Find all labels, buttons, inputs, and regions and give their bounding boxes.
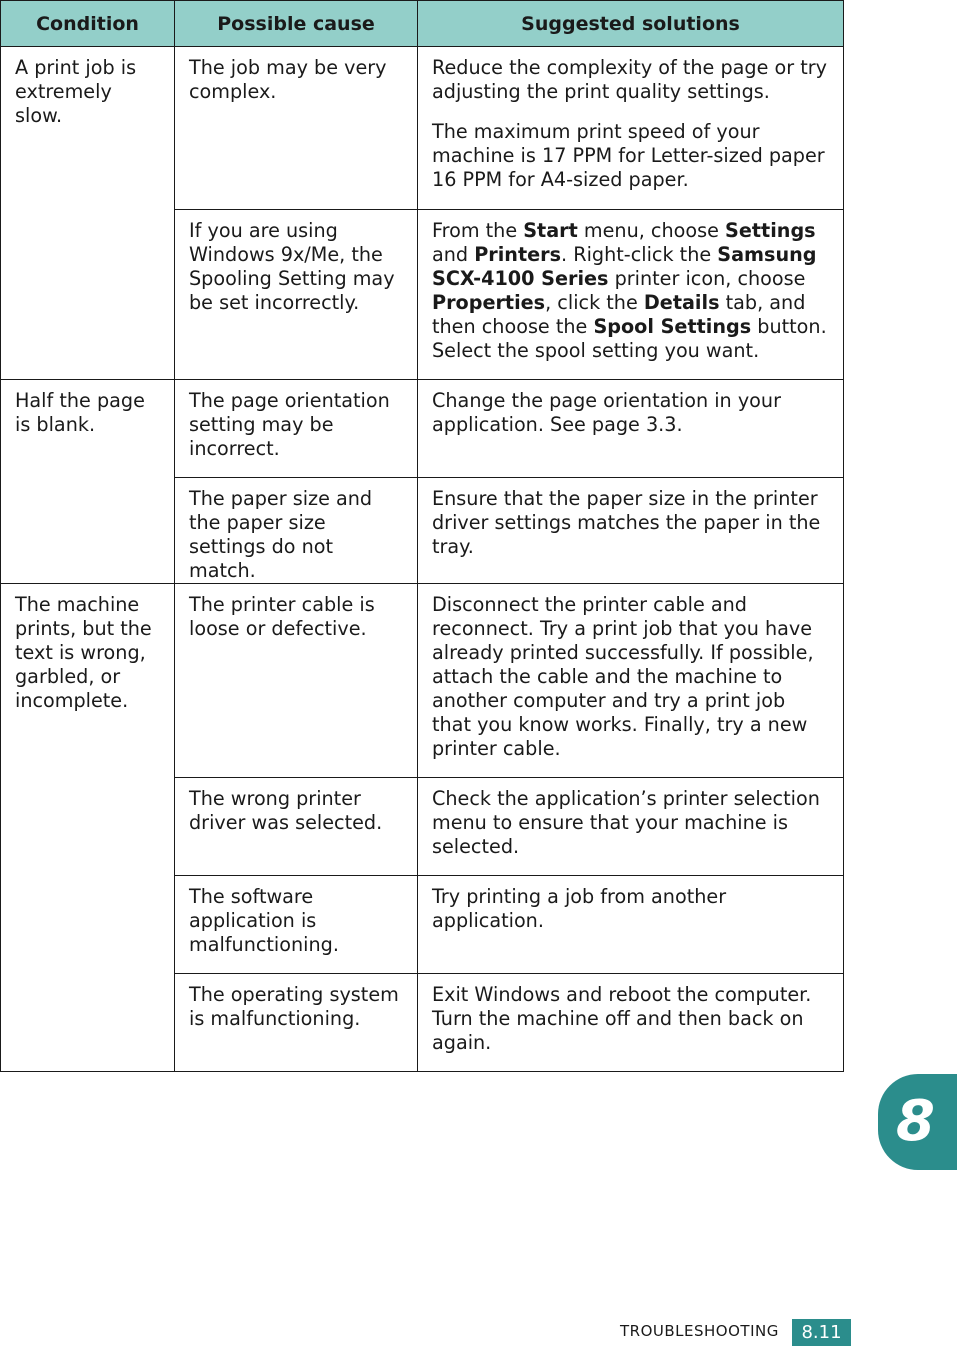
button-spool-settings: Spool Settings: [593, 315, 752, 338]
solution-paragraph: Reduce the complexity of the page or try adjusting the print quality settings.: [432, 56, 827, 103]
chapter-tab: 8: [878, 1074, 957, 1170]
solution-cell: Ensure that the paper size in the printer driver settings matches the paper in the tray.: [418, 478, 844, 584]
solution-text: . Right-click the: [561, 243, 718, 266]
solution-text: , click the: [545, 291, 644, 314]
condition-cell: The machine prints, but the text is wrong, garbled, or incomplete.: [1, 584, 175, 1072]
page-number: 8.11: [792, 1319, 851, 1346]
solution-cell: Check the application’s printer selection menu to ensure that your machine is selected.: [418, 778, 844, 876]
solution-cell: [418, 47, 844, 210]
solution-cell: [418, 210, 844, 380]
menu-properties: Properties: [432, 291, 546, 314]
condition-cell: Half the page is blank.: [1, 380, 175, 584]
tab-details: Details: [643, 291, 720, 314]
menu-start: Start: [523, 219, 578, 242]
solution-text: From the: [432, 219, 524, 242]
menu-settings: Settings: [725, 219, 816, 242]
header-suggested-solutions: Suggested solutions: [418, 1, 844, 47]
table-row: [1, 380, 844, 478]
cause-cell: The paper size and the paper size settings do not match.: [175, 478, 418, 584]
menu-printers: Printers: [474, 243, 562, 266]
table-row: [1, 47, 844, 210]
table-row: [1, 584, 844, 778]
solution-cell: Exit Windows and reboot the computer. Turn the machine off and then back on again.: [418, 974, 844, 1072]
header-possible-cause: Possible cause: [175, 1, 418, 47]
cause-cell: The job may be very complex.: [175, 47, 418, 210]
cause-cell: The software application is malfunctioning.: [175, 876, 418, 974]
header-condition: Condition: [1, 1, 175, 47]
cause-cell: The operating system is malfunctioning.: [175, 974, 418, 1072]
footer-section-label: TROUBLESHOOTING: [620, 1322, 779, 1340]
solution-cell: Try printing a job from another application.: [418, 876, 844, 974]
solution-text: and: [432, 243, 475, 266]
solution-text: menu, choose: [577, 219, 726, 242]
solution-text: tab, and then choose the: [432, 291, 806, 338]
cause-cell: The printer cable is loose or defective.: [175, 584, 418, 778]
solution-text: printer icon, choose: [608, 267, 806, 290]
solution-text: button. Select the spool setting you want.: [432, 315, 827, 362]
table-header-row: [1, 1, 844, 47]
cause-cell: If you are using Windows 9x/Me, the Spooling Setting may be set incorrectly.: [175, 210, 418, 380]
condition-cell: A print job is extremely slow.: [1, 47, 175, 380]
solution-cell: Disconnect the printer cable and reconnect. Try a print job that you have already printed successfully. If possible, attach the cable and the machine to another computer and try a print job that you know works. Finally, try a new printer cable.: [418, 584, 844, 778]
solution-paragraph: The maximum print speed of your machine is 17 PPM for Letter-sized paper 16 PPM for A4-sized paper.: [432, 120, 825, 191]
cause-cell: The wrong printer driver was selected.: [175, 778, 418, 876]
solution-cell: Change the page orientation in your application. See page 3.3.: [418, 380, 844, 478]
cause-cell: The page orientation setting may be incorrect.: [175, 380, 418, 478]
printer-name: Samsung SCX-4100 Series: [432, 243, 817, 290]
